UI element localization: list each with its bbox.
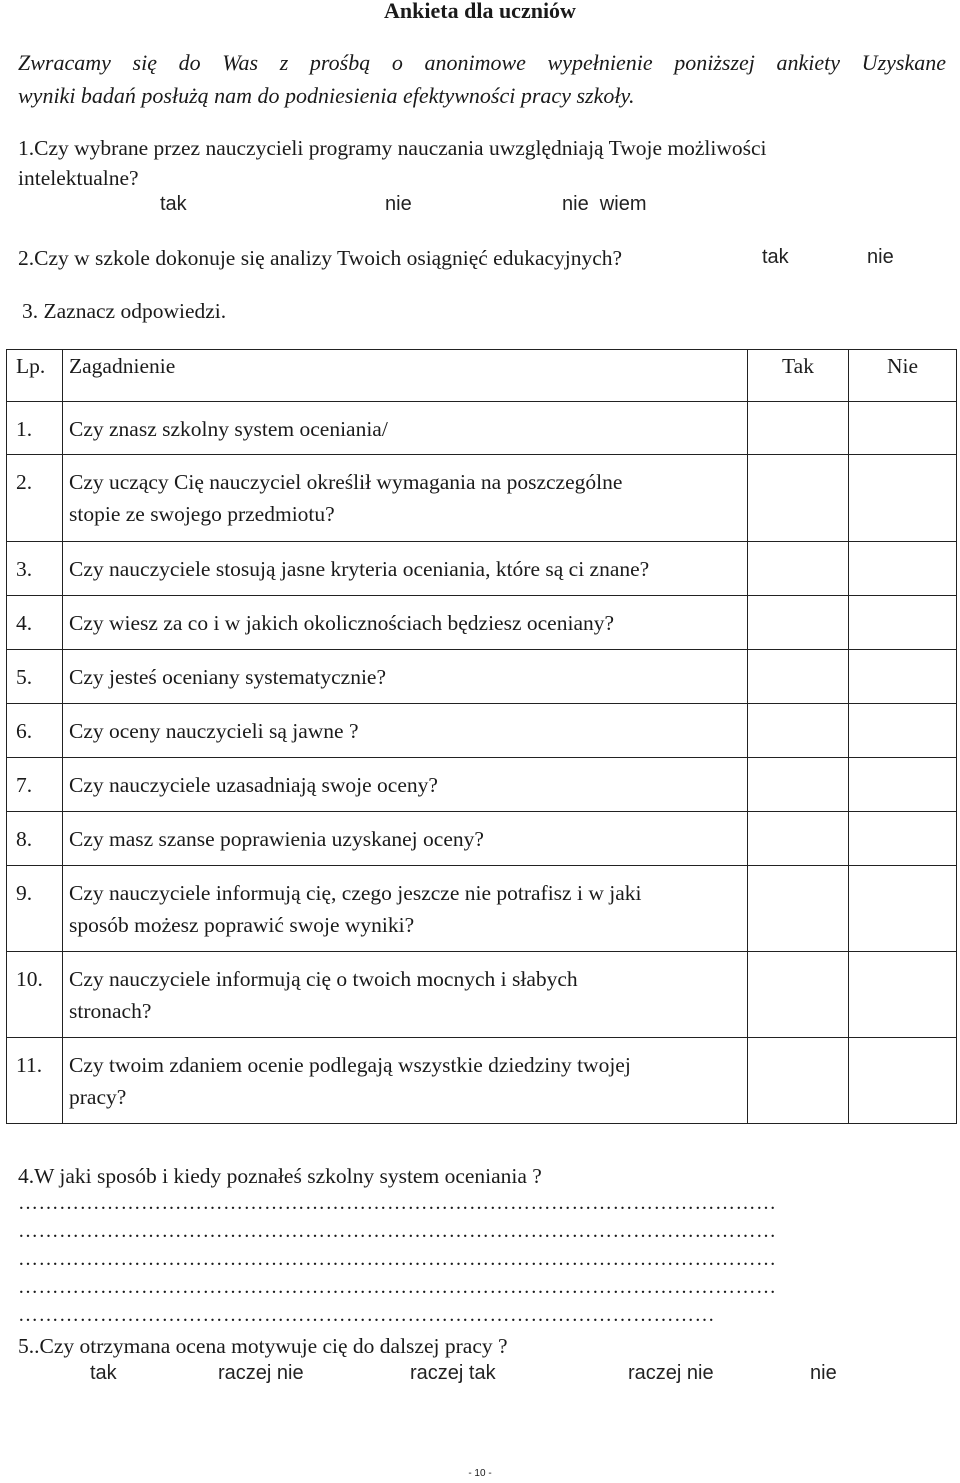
row-question [63, 952, 748, 1038]
answer-line-1[interactable]: ………………………………………………………………………………………………… [18, 1192, 777, 1214]
header-zagadnienie: Zagadnienie [63, 350, 748, 402]
answer-cell-tak[interactable] [748, 542, 849, 596]
row-number: 9. [7, 866, 63, 952]
row-question [63, 650, 748, 704]
intro-line-1: Zwracamy się do Was z prośbą o anonimowe wypełnienie poniższej ankiety Uzyskane [18, 50, 946, 75]
table-row [7, 650, 957, 704]
question-1-line-2: intelektualne? [18, 166, 139, 190]
answer-line-4[interactable]: ………………………………………………………………………………………………… [18, 1276, 777, 1298]
table-row [7, 812, 957, 866]
row-question-line: Czy uczący Cię nauczyciel określił wymagania na poszczególne [69, 470, 623, 494]
table-row [7, 758, 957, 812]
table-row [7, 402, 957, 455]
question-2-option-tak[interactable]: tak [762, 246, 789, 268]
row-number: 7. [7, 758, 63, 812]
row-question-line: Czy oceny nauczycieli są jawne ? [69, 719, 359, 743]
answer-cell-nie[interactable] [849, 866, 957, 952]
row-number: 10. [7, 952, 63, 1038]
table-row [7, 455, 957, 542]
row-question [63, 402, 748, 455]
intro-paragraph [18, 46, 946, 112]
question-4-text: 4.W jaki sposób i kiedy poznałeś szkolny system oceniania ? [18, 1164, 542, 1188]
answer-cell-nie[interactable] [849, 812, 957, 866]
row-question-line: Czy twoim zdaniem ocenie podlegają wszystkie dziedziny twojej [69, 1053, 631, 1077]
answer-cell-nie[interactable] [849, 402, 957, 455]
header-tak: Tak [748, 350, 849, 402]
table-row [7, 1038, 957, 1124]
question-1-option-nie-wiem[interactable]: nie wiem [562, 193, 647, 215]
answer-cell-tak[interactable] [748, 704, 849, 758]
question-5-option-tak[interactable]: tak [90, 1362, 117, 1384]
answer-cell-tak[interactable] [748, 596, 849, 650]
table-row [7, 542, 957, 596]
page-number: - 10 - [468, 1468, 492, 1479]
row-number: 5. [7, 650, 63, 704]
row-question [63, 455, 748, 542]
answer-cell-nie[interactable] [849, 596, 957, 650]
question-5-option-raczej-nie-2[interactable]: raczej nie [628, 1362, 714, 1384]
row-number: 8. [7, 812, 63, 866]
row-number: 1. [7, 402, 63, 455]
answer-cell-tak[interactable] [748, 758, 849, 812]
answer-line-3[interactable]: ………………………………………………………………………………………………… [18, 1248, 777, 1270]
row-question [63, 758, 748, 812]
answer-line-2[interactable]: ………………………………………………………………………………………………… [18, 1220, 777, 1242]
question-2-text: 2.Czy w szkole dokonuje się analizy Twoich osiągnięć edukacyjnych? [18, 246, 623, 270]
answer-cell-tak[interactable] [748, 866, 849, 952]
answer-cell-tak[interactable] [748, 812, 849, 866]
answer-cell-nie[interactable] [849, 650, 957, 704]
table-row [7, 596, 957, 650]
row-number: 2. [7, 455, 63, 542]
row-question [63, 704, 748, 758]
row-question [63, 596, 748, 650]
header-lp: Lp. [7, 350, 63, 402]
row-question-line: Czy nauczyciele uzasadniają swoje oceny? [69, 773, 438, 797]
row-question-line: stopie ze swojego przedmiotu? [69, 502, 335, 526]
answer-cell-tak[interactable] [748, 455, 849, 542]
intro-line-2: wyniki badań posłużą nam do podniesienia efektywności pracy szkoły. [18, 83, 635, 108]
question-5-text: 5..Czy otrzymana ocena motywuje cię do dalszej pracy ? [18, 1334, 508, 1358]
question-1-line-1: 1.Czy wybrane przez nauczycieli programy nauczania uwzględniają Twoje możliwości [18, 136, 767, 160]
row-question-line: stronach? [69, 999, 152, 1023]
row-number: 11. [7, 1038, 63, 1124]
answer-cell-nie[interactable] [849, 704, 957, 758]
row-question-line: pracy? [69, 1085, 127, 1109]
table-header-row [7, 350, 957, 402]
answer-cell-nie[interactable] [849, 455, 957, 542]
row-question [63, 1038, 748, 1124]
question-5-option-raczej-tak[interactable]: raczej tak [410, 1362, 496, 1384]
answer-cell-tak[interactable] [748, 650, 849, 704]
question-3-text: 3. Zaznacz odpowiedzi. [22, 299, 227, 323]
row-number: 4. [7, 596, 63, 650]
answer-cell-tak[interactable] [748, 952, 849, 1038]
row-question-line: Czy nauczyciele informują cię, czego jeszcze nie potrafisz i w jaki [69, 881, 642, 905]
table-row [7, 866, 957, 952]
row-question [63, 866, 748, 952]
table-row [7, 952, 957, 1038]
row-question-line: sposób możesz poprawić swoje wyniki? [69, 913, 415, 937]
row-question-line: Czy nauczyciele stosują jasne kryteria oceniania, które są ci znane? [69, 557, 650, 581]
row-question-line: Czy wiesz za co i w jakich okolicznościach będziesz oceniany? [69, 611, 615, 635]
answer-cell-nie[interactable] [849, 1038, 957, 1124]
row-number: 6. [7, 704, 63, 758]
survey-table [6, 349, 957, 1124]
answer-line-5[interactable]: ………………………………………………………………………………………… [18, 1304, 715, 1326]
question-5-option-nie[interactable]: nie [810, 1362, 837, 1384]
row-number: 3. [7, 542, 63, 596]
row-question [63, 812, 748, 866]
question-1-option-tak[interactable]: tak [160, 193, 187, 215]
answer-cell-tak[interactable] [748, 1038, 849, 1124]
answer-cell-nie[interactable] [849, 952, 957, 1038]
page-title: Ankieta dla uczniów [384, 0, 576, 23]
row-question-line: Czy nauczyciele informują cię o twoich mocnych i słabych [69, 967, 578, 991]
row-question-line: Czy znasz szkolny system oceniania/ [69, 417, 388, 441]
question-1-option-nie[interactable]: nie [385, 193, 412, 215]
row-question-line: Czy jesteś oceniany systematycznie? [69, 665, 387, 689]
question-5-option-raczej-nie[interactable]: raczej nie [218, 1362, 304, 1384]
row-question-line: Czy masz szanse poprawienia uzyskanej oceny? [69, 827, 484, 851]
answer-cell-tak[interactable] [748, 402, 849, 455]
answer-cell-nie[interactable] [849, 542, 957, 596]
answer-cell-nie[interactable] [849, 758, 957, 812]
row-question [63, 542, 748, 596]
question-2-option-nie[interactable]: nie [867, 246, 894, 268]
table-row [7, 704, 957, 758]
header-nie: Nie [849, 350, 957, 402]
